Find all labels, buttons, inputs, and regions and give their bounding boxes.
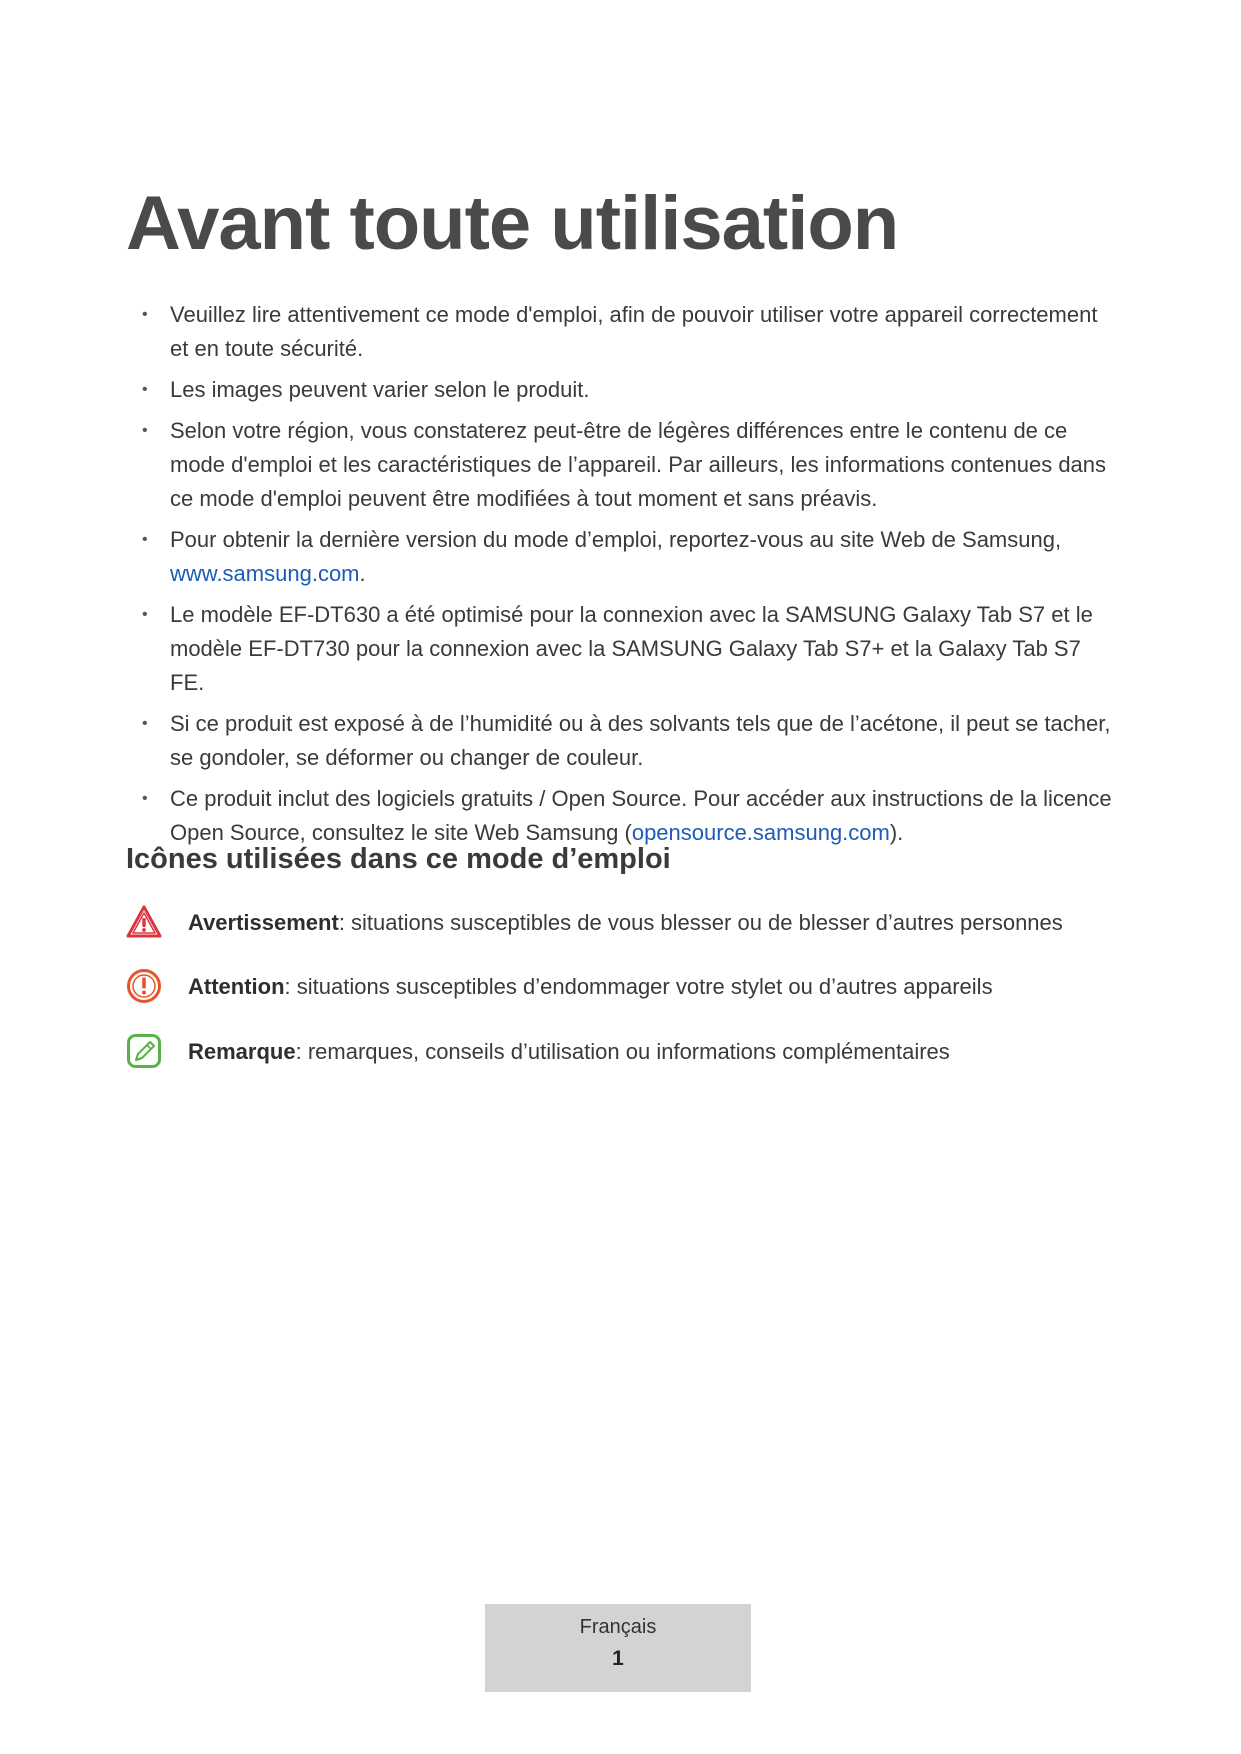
bullet-text-end: . [359,561,366,586]
caution-exclamation-icon [126,968,162,1004]
page-footer [485,1604,751,1692]
bullet-icon: • [142,381,148,398]
bullet-icon: • [142,606,148,623]
warning-triangle-icon [126,904,162,940]
icons-section-title: Icônes utilisées dans ce mode d’emploi [126,843,671,875]
opensource-link[interactable]: opensource.samsung.com [631,820,890,845]
note-label: Remarque [188,1039,296,1064]
list-item [126,782,1116,850]
icon-legend-warning [126,904,1126,942]
samsung-website-link[interactable]: www.samsung.com [170,561,360,586]
bullet-icon: • [142,422,148,439]
list-item [126,707,1116,775]
bullet-icon: • [142,790,148,807]
warning-label: Avertissement [188,910,339,935]
warning-text: : situations susceptibles de vous blesser ou de blesser d’autres personnes [338,910,1063,935]
list-item [126,298,1116,366]
footer-language: Français [579,1616,657,1638]
bullet-text: Veuillez lire attentivement ce mode d'emploi, afin de pouvoir utiliser votre appareil correctement et en toute sécurité. [170,302,1098,361]
bullet-icon: • [142,715,148,732]
note-text: : remarques, conseils d’utilisation ou informations complémentaires [295,1039,950,1064]
icon-legend-note [126,1033,1126,1071]
bullet-text: Si ce produit est exposé à de l’humidité ou à des solvants tels que de l’acétone, il peut se tacher, se gondoler, se déformer ou changer de couleur. [170,711,1111,770]
icon-legend-caution [126,968,1126,1006]
page-title: Avant toute utilisation [126,181,899,266]
bullet-icon: • [142,306,148,323]
note-description [188,1035,950,1069]
page-number: 1 [612,1647,624,1670]
bullet-text-end: ). [889,820,904,845]
list-item [126,523,1116,591]
bullet-list [126,298,1116,857]
list-item [126,373,1116,407]
warning-description [188,906,1063,940]
note-pencil-icon [126,1033,162,1069]
bullet-icon: • [142,531,148,548]
bullet-text: Les images peuvent varier selon le produit. [170,377,590,402]
bullet-text: Selon votre région, vous constaterez peut-être de légères différences entre le contenu de ce mode d'emploi et les caractéristiques de l’appareil. Par ailleurs, les informations contenues dans ce mode d'emploi peuvent être modifiées à tout moment et sans préavis. [170,418,1107,511]
caution-description [188,970,993,1004]
bullet-text: Le modèle EF-DT630 a été optimisé pour la connexion avec la SAMSUNG Galaxy Tab S7 et le modèle EF-DT730 pour la connexion avec la SAMSUNG Galaxy Tab S7+ et la Galaxy Tab S7 FE. [170,602,1093,695]
list-item [126,598,1116,700]
list-item [126,414,1116,516]
bullet-text: Pour obtenir la dernière version du mode d’emploi, reportez-vous au site Web de Samsung, [170,527,1062,552]
bullet-text: Ce produit inclut des logiciels gratuits / Open Source. Pour accéder aux instructions de la licence Open Source, consultez le site Web Samsung ( [170,786,1112,845]
caution-text: : situations susceptibles d’endommager votre stylet ou d’autres appareils [284,974,993,999]
caution-label: Attention [188,974,285,999]
